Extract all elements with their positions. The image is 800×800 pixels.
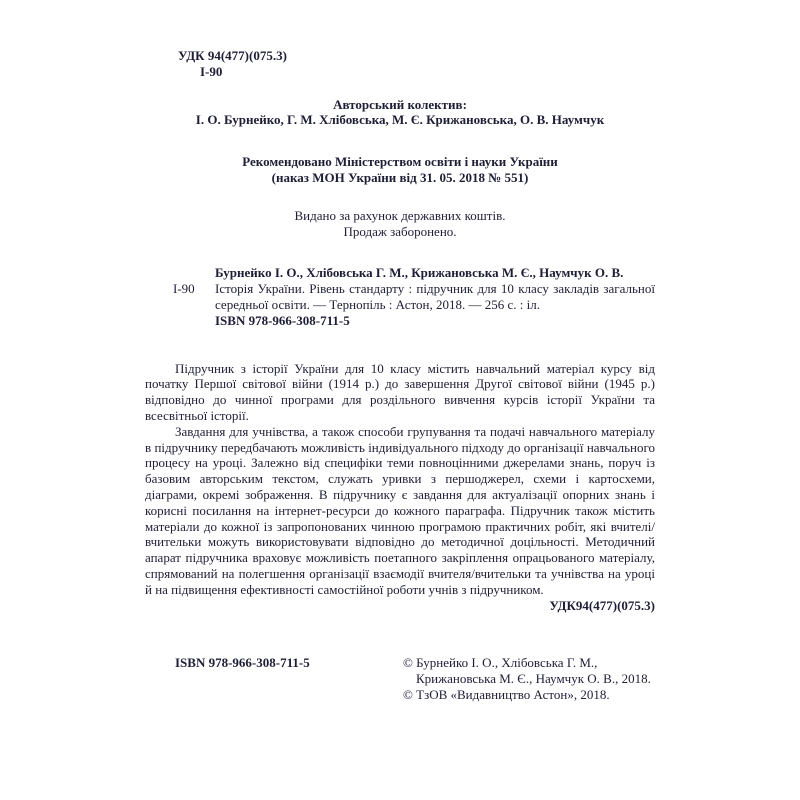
footer-isbn: ISBN 978-966-308-711-5 — [175, 655, 310, 671]
recommendation-line-2: (наказ МОН України від 31. 05. 2018 № 551) — [271, 169, 529, 185]
funding-block — [145, 208, 655, 240]
footer-block — [145, 655, 655, 715]
annotation-paragraph-1: Підручник з історії України для 10 класу містить навчальний матеріал курсу від початку Першої світової війни (1914 р.) до завершення Другої світової війни (1945 р.) відповідно до чинної програми для роздільного вивчення курсів історії України та всесвітньої історії. — [145, 360, 655, 423]
recommendation-line-1: Рекомендовано Міністерством освіти і науки України — [242, 154, 558, 170]
authors-line: І. О. Бурнейко, Г. М. Хлібовська, М. Є. Крижановська, О. В. Наумчук — [195, 112, 605, 128]
annotation-paragraph-2: Завдання для учнівства, а також способи групування та подачі навчального матеріалу в підручнику передбачають можливість індивідуального підходу до організації навчального процесу на уроці. Залежно від специфіки теми повноцінними джерелами знань, поруч із базовим авторським текстом, служать уривки з першоджерел, схеми і картосхеми, діаграми, окремі зображення. В підручнику є завдання для актуалізації опорних знань і корисні посилання на інтернет-ресурси до кожного параграфа. Підручник також містить матеріали до кожної із запропонованих чинною програмою практичних робіт, які вчителі/вчительки можуть використовувати відповідно до методичної доцільності. Методичний апарат підручника враховує можливість поетапного закріплення опрацьованого матеріалу, спрямований на полегшення організації взаємодії вчителя/вчительки та учнівства на уроці й на підвищення ефективності самостійної роботи учнів з підручником. — [145, 423, 655, 597]
udc-code-top: УДК 94(477)(075.3) — [178, 48, 287, 63]
copyright-line-1: © Бурнейко І. О., Хлібовська Г. М., — [403, 655, 598, 671]
funding-line-1: Видано за рахунок державних коштів. — [294, 207, 506, 223]
biblio-isbn: ISBN 978-966-308-711-5 — [215, 312, 350, 328]
biblio-authors: Бурнейко І. О., Хлібовська Г. М., Крижановська М. Є., Наумчук О. В. — [215, 265, 624, 281]
funding-line-2: Продаж заборонено. — [343, 223, 457, 239]
annotation-block — [145, 361, 655, 614]
page-content — [145, 48, 655, 715]
udc-code-bottom: УДК94(477)(075.3) — [549, 597, 655, 613]
copyright-block — [403, 655, 651, 702]
copyright-line-2: Крижановська М. Є., Наумчук О. В., 2018. — [416, 671, 651, 687]
recommendation-block — [145, 154, 655, 186]
authors-heading: Авторський колектив: — [333, 96, 467, 112]
copyright-line-3: © ТзОВ «Видавництво Астон», 2018. — [403, 686, 610, 702]
biblio-index-code: І-90 — [173, 281, 195, 297]
index-code-top: І-90 — [200, 63, 223, 79]
biblio-description: Історія України. Рівень стандарту : підручник для 10 класу закладів загальної середньої освіти. — Тернопіль : Астон, 2018. — 256 с. : іл. — [215, 281, 655, 312]
udc-block — [178, 48, 655, 80]
bibliographic-record — [145, 265, 655, 328]
